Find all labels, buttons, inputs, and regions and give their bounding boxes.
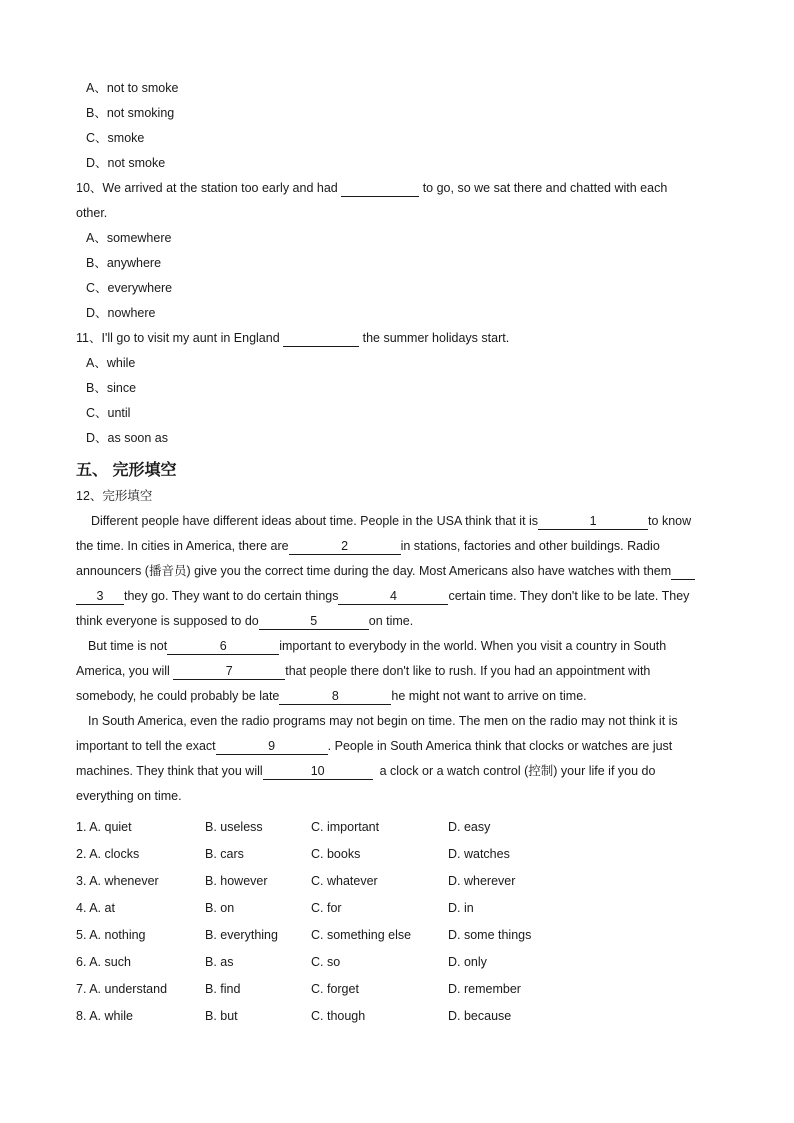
cloze-text: important to everybody in the world. When you visit a country in South [279,639,667,653]
q9-option-d: D、not smoke [86,156,166,170]
cloze-text: . People in South America think that clocks or watches are just [327,739,673,753]
q11-blank [283,330,359,347]
q10-stem-cont: other. [76,206,108,220]
cloze-text: Different people have different ideas about time. People in the USA think that it is [91,514,539,528]
choice-option: C. for [311,900,342,915]
choice-option: 1. A. quiet [76,819,132,834]
q11-stem-after: the summer holidays start. [359,331,510,345]
cloze-blank-3-start [671,563,695,580]
cloze-p1-line5 [76,611,720,636]
choice-option: D. easy [448,819,491,834]
cloze-p3-line4: everything on time. [76,789,182,803]
choice-option: 4. A. at [76,900,115,915]
choice-option: C. books [311,846,361,861]
cloze-blank-6: 6 [167,638,279,655]
choice-option: 8. A. while [76,1008,133,1023]
choice-option: D. watches [448,846,510,861]
choice-row [76,1002,598,1029]
cloze-blank-7: 7 [173,663,285,680]
cloze-text: machines. They think that you will [76,764,263,778]
choice-option: B. everything [205,927,278,942]
cloze-text: America, you will [76,664,174,678]
q10-stem-before: 10、We arrived at the station too early and had [76,181,342,195]
choice-option: C. important [311,819,380,834]
choice-row [76,921,598,948]
cloze-text: that people there don't like to rush. If you had an appointment with [285,664,651,678]
choice-option: C. forget [311,981,359,996]
cloze-blank-9: 9 [216,738,328,755]
cloze-blank-8: 8 [279,688,391,705]
choice-option: B. cars [205,846,244,861]
cloze-text: announcers (播音员) give you the correct time during the day. Most Americans also have watches with them [76,564,672,578]
q10-option-c: C、everywhere [86,281,173,295]
cloze-p3-line2 [76,736,720,761]
q10-blank [341,180,419,197]
choice-option: B. however [205,873,268,888]
choice-option: D. in [448,900,474,915]
q11-stem [76,328,720,353]
choice-row [76,813,598,840]
cloze-p1-line1 [76,511,720,536]
q9-option-c: C、smoke [86,131,145,145]
choice-row [76,975,598,1002]
answer-choices-table [76,813,598,1029]
q10-option-b: B、anywhere [86,256,162,270]
choice-option: D. only [448,954,487,969]
q10-option-d: D、nowhere [86,306,156,320]
cloze-p3-line1: In South America, even the radio programs may not begin on time. The men on the radio may not think it is [88,714,678,728]
q10-stem [76,178,720,203]
cloze-text: they go. They want to do certain things [124,589,339,603]
cloze-p1-line4 [76,586,720,611]
choice-option: C. whatever [311,873,378,888]
cloze-text: on time. [368,614,414,628]
choice-option: 5. A. nothing [76,927,146,942]
q11-option-b: B、since [86,381,137,395]
cloze-text: a clock or a watch control (控制) your life if you do [379,764,656,778]
cloze-p2-line2 [76,661,720,686]
q11-option-c: C、until [86,406,131,420]
cloze-p3-line3 [76,761,720,786]
cloze-blank-3: 3 [76,588,124,605]
cloze-text: in stations, factories and other buildings. Radio [400,539,660,553]
choice-option: D. because [448,1008,512,1023]
choice-option: B. useless [205,819,263,834]
choice-option: B. on [205,900,235,915]
choice-option: C. something else [311,927,412,942]
choice-option: B. as [205,954,234,969]
cloze-text: important to tell the exact [76,739,216,753]
cloze-p1-line2 [76,536,720,561]
choice-option: C. so [311,954,341,969]
q12-heading: 12、完形填空 [76,489,153,503]
cloze-blank-4: 4 [338,588,448,605]
choice-option: B. but [205,1008,238,1023]
cloze-p1-line3 [76,561,720,586]
choice-row [76,948,598,975]
choice-row [76,840,598,867]
q9-option-a: A、not to smoke [86,81,179,95]
choice-row [76,894,598,921]
exam-page [76,78,720,1029]
q10-option-a: A、somewhere [86,231,172,245]
choice-option: 2. A. clocks [76,846,140,861]
choice-option: 6. A. such [76,954,131,969]
cloze-blank-10: 10 [263,763,373,780]
cloze-text: certain time. They don't like to be late. They [448,589,690,603]
choice-option: D. remember [448,981,521,996]
choice-row [76,867,598,894]
choice-option: D. some things [448,927,532,942]
choice-option: B. find [205,981,241,996]
q11-option-d: D、as soon as [86,431,168,445]
cloze-blank-1: 1 [538,513,648,530]
cloze-text: somebody, he could probably be late [76,689,280,703]
choice-option: D. wherever [448,873,516,888]
cloze-text: think everyone is supposed to do [76,614,259,628]
cloze-text: the time. In cities in America, there are [76,539,289,553]
choice-option: 3. A. whenever [76,873,159,888]
q11-option-a: A、while [86,356,136,370]
cloze-text: But time is not [88,639,168,653]
cloze-blank-2: 2 [289,538,401,555]
q11-stem-before: 11、I'll go to visit my aunt in England [76,331,284,345]
cloze-p2-line1 [76,636,720,661]
cloze-text: he might not want to arrive on time. [391,689,587,703]
cloze-blank-5: 5 [259,613,369,630]
section-title: 五、 完形填空 [76,462,177,479]
q9-option-b: B、not smoking [86,106,175,120]
q10-stem-after: to go, so we sat there and chatted with each [419,181,668,195]
choice-option: C. though [311,1008,366,1023]
cloze-text: to know [648,514,692,528]
choice-option: 7. A. understand [76,981,168,996]
cloze-p2-line3 [76,686,720,711]
